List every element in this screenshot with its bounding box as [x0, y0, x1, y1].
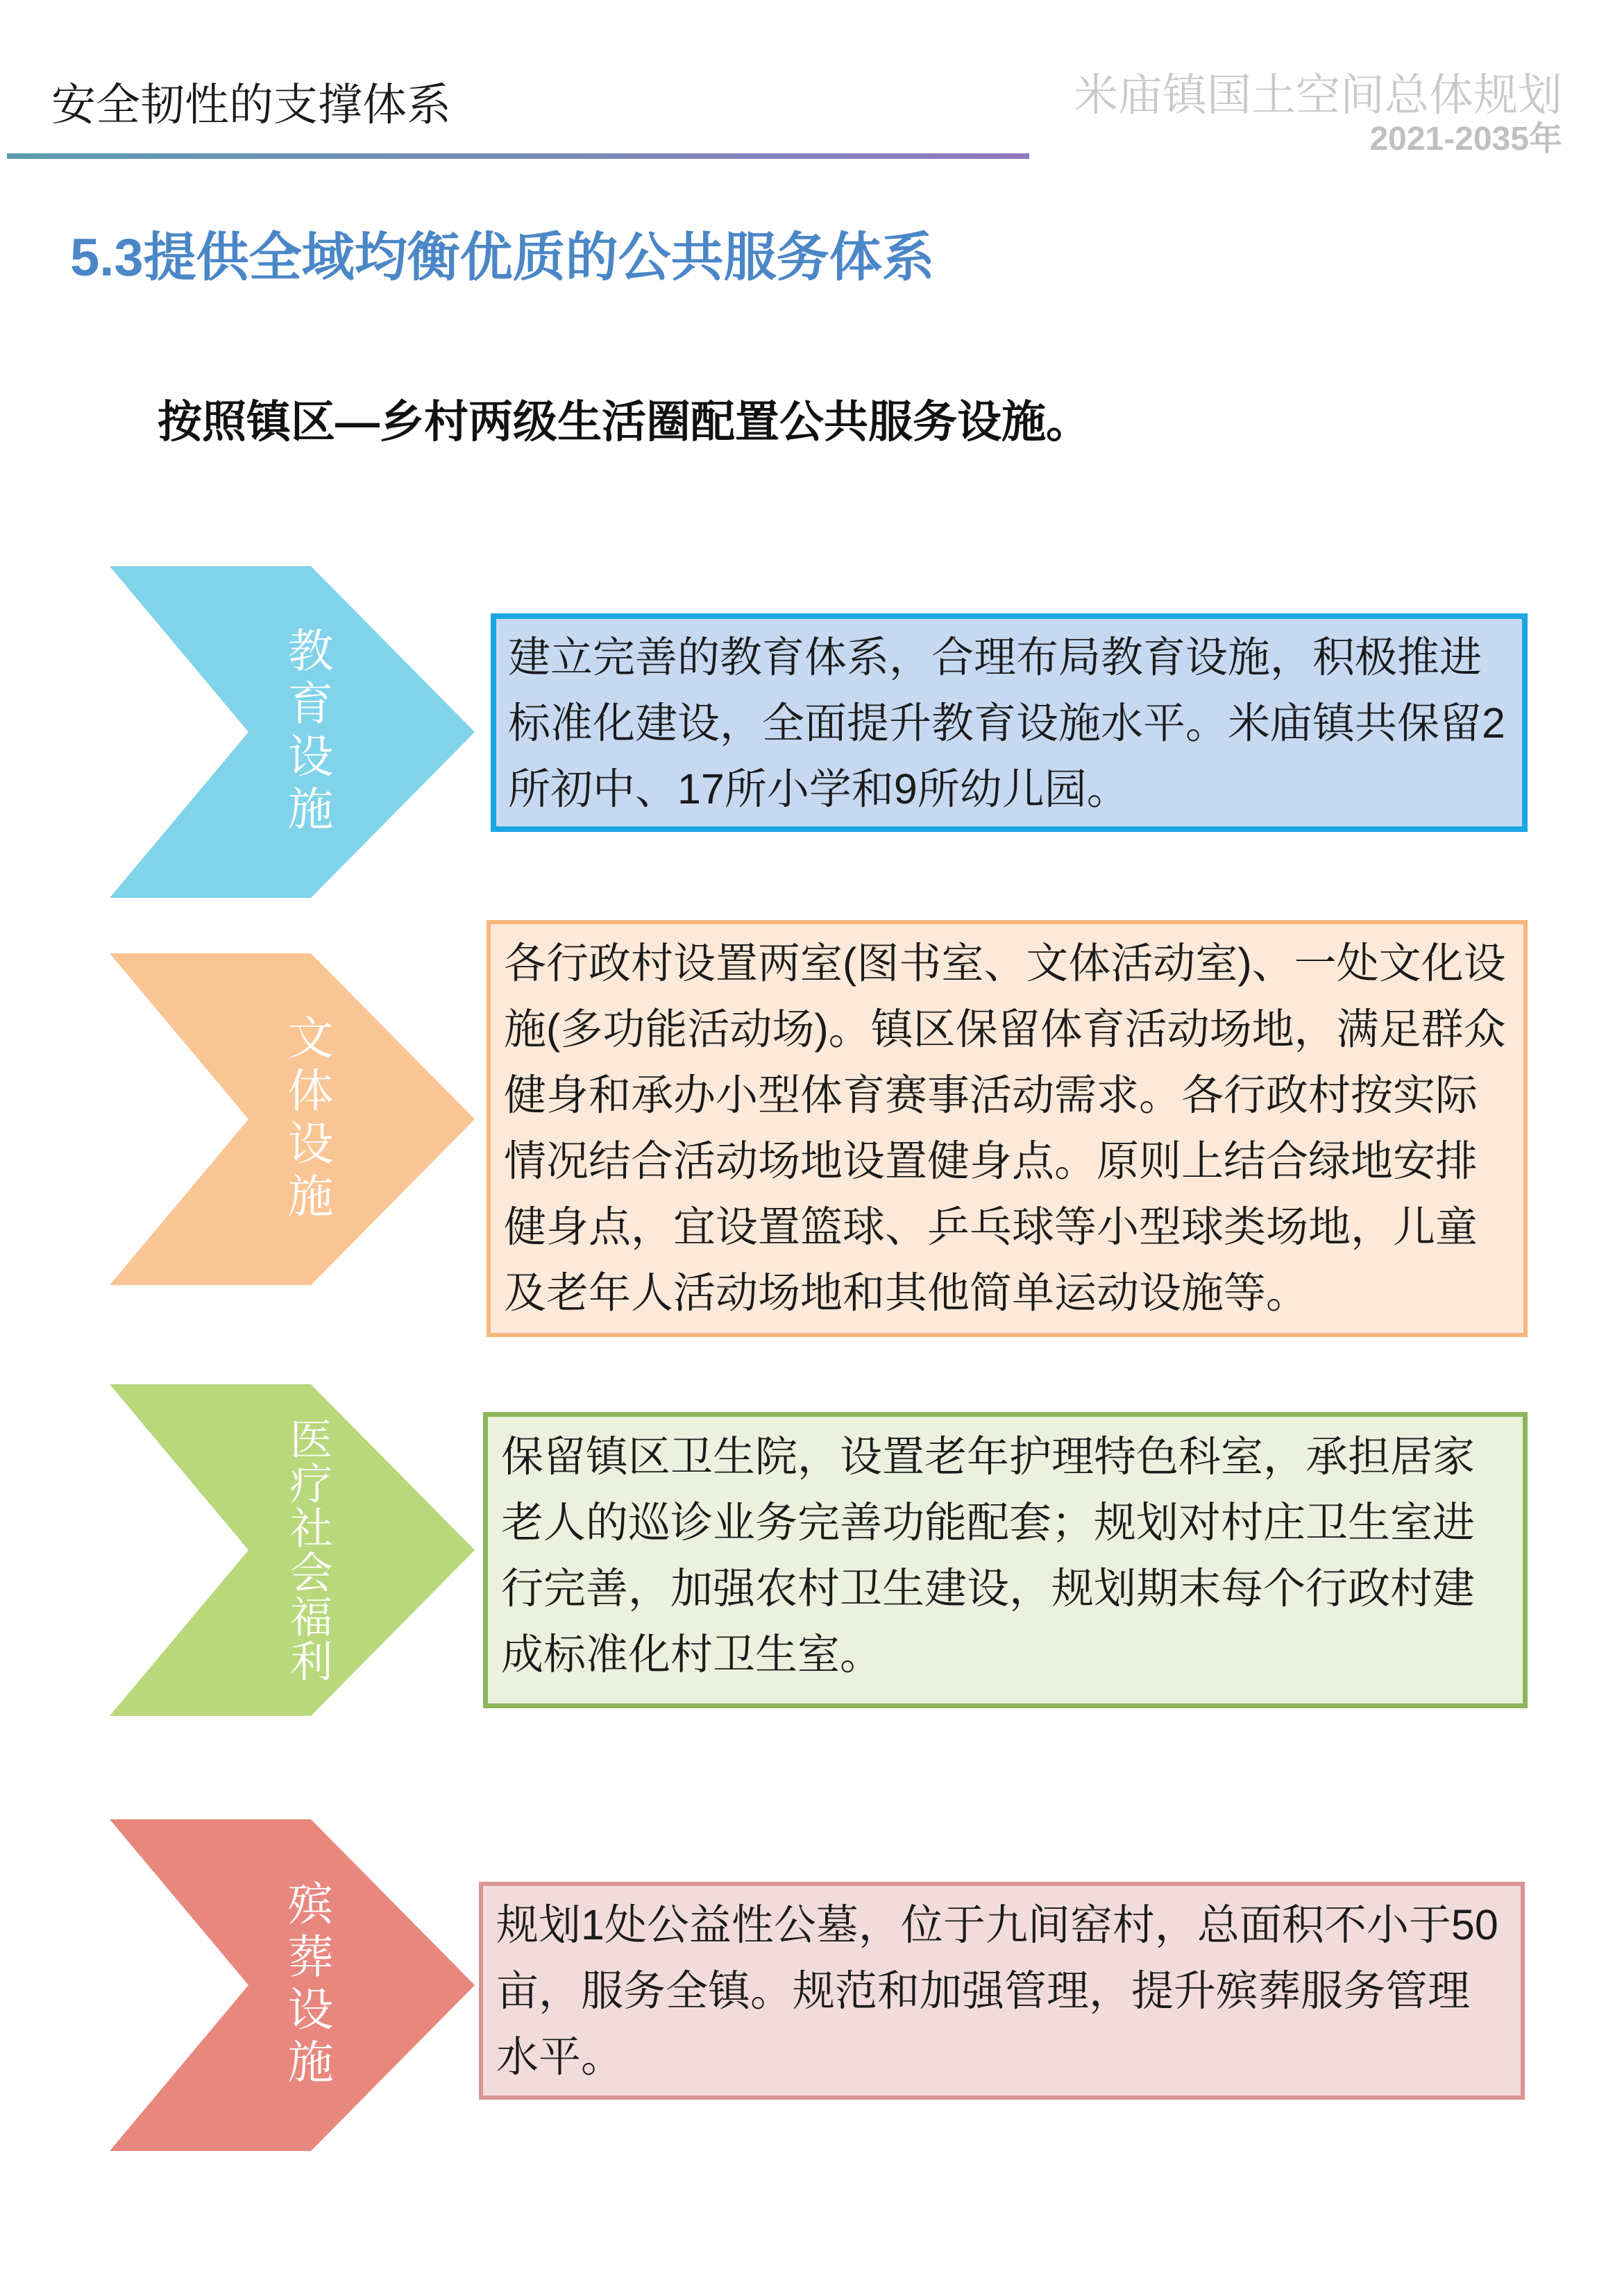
- chevron-education: [110, 566, 475, 898]
- description-box-medical-welfare: [483, 1412, 1528, 1708]
- description-box-education: [491, 613, 1528, 832]
- description-line: 标准化建设，全面提升教育设施水平。米庙镇共保留2: [508, 699, 1505, 747]
- chevron-funeral: [110, 1819, 475, 2151]
- description-line: 所初中、17所小学和9所幼儿园。: [508, 765, 1129, 813]
- description-box-culture-sports: [487, 920, 1528, 1337]
- description-line: 行完善，加强农村卫生建设，规划期末每个行政村建: [501, 1565, 1476, 1612]
- chevron-medical-welfare: [110, 1384, 475, 1716]
- description-line: 老人的巡诊业务完善功能配套；规划对村庄卫生室进: [501, 1499, 1476, 1546]
- description-line: 及老年人活动场地和其他简单运动设施等。: [504, 1269, 1309, 1316]
- chevron-label-medical-welfare: 医疗社会福利: [283, 1417, 331, 1683]
- description-line: 规划1处公益性公墓，位于九间窑村，总面积不小于50: [496, 1901, 1498, 1948]
- description-line: 各行政村设置两室(图书室、文体活动室)、一处文化设: [504, 939, 1506, 987]
- description-line: 水平。: [496, 2033, 624, 2080]
- description-line: 建立完善的教育体系，合理布局教育设施，积极推进: [508, 633, 1482, 681]
- chevron-label-education: 教育设施: [281, 627, 332, 837]
- description-line: 施(多功能活动场)。镇区保留体育活动场地，满足群众: [504, 1005, 1506, 1053]
- description-line: 情况结合活动场地设置健身点。原则上结合绿地安排: [504, 1137, 1478, 1184]
- chevron-label-culture-sports: 文体设施: [281, 1014, 332, 1225]
- page-subtitle: 按照镇区—乡村两级生活圈配置公共服务设施。: [158, 397, 1090, 447]
- document-title: 米庙镇国土空间总体规划: [1074, 70, 1562, 120]
- description-line: 健身点，宜设置篮球、乒乓球等小型球类场地，儿童: [504, 1203, 1478, 1250]
- page-title: 5.3提供全域均衡优质的公共服务体系: [70, 228, 935, 287]
- document-period: 2021-2035年: [1369, 121, 1562, 158]
- description-line: 健身和承办小型体育赛事活动需求。各行政村按实际: [504, 1071, 1478, 1119]
- section-label: 安全韧性的支撑体系: [51, 80, 451, 130]
- description-line: 保留镇区卫生院，设置老年护理特色科室，承担居家: [501, 1433, 1476, 1480]
- chevron-culture-sports: [110, 953, 475, 1285]
- description-box-funeral: [479, 1882, 1525, 2100]
- description-line: 亩，服务全镇。规范和加强管理，提升殡葬服务管理: [496, 1967, 1471, 2014]
- description-line: 成标准化村卫生室。: [501, 1631, 883, 1678]
- header-divider: [7, 153, 1029, 159]
- chevron-label-funeral: 殡葬设施: [281, 1880, 332, 2091]
